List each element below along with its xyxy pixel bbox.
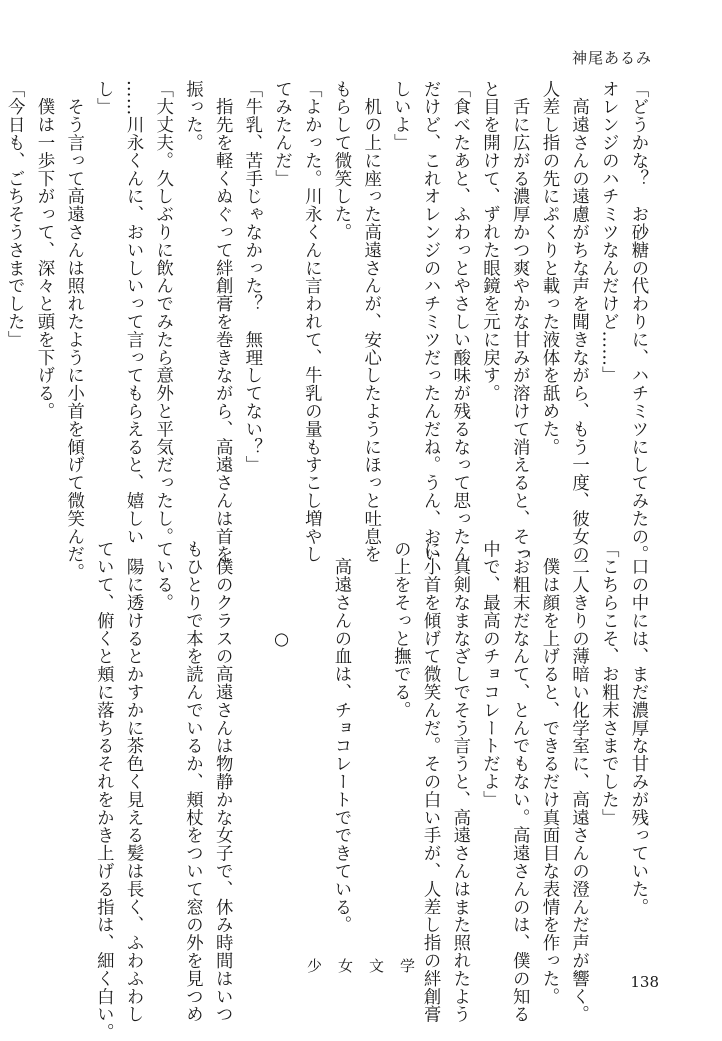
- text-line: 僕のクラスの高遠さんは物静かな女子で、休み時間はいつ: [212, 540, 233, 1024]
- text-line: の上をそっと撫でる。: [390, 540, 411, 719]
- text-line: 「どうかな？ お砂糖の代わりに、ハチミツにしてみたの。: [628, 80, 648, 564]
- text-line: 口の中には、まだ濃厚な甘みが残っていた。: [628, 540, 648, 916]
- text-line: だけど、これオレンジのハチミツだったんだね。うん、おい: [420, 80, 441, 564]
- text-line: 高遠さんの血は、チョコレートでできている。: [330, 540, 351, 934]
- text-line: 「こちらこそ、お粗末さまでした」: [598, 540, 619, 827]
- text-line: ……川永くんに、おいしいって言ってもらえると、嬉しい: [123, 80, 144, 546]
- text-line: 机の上に座った高遠さんが、安心したようにほっと吐息を: [360, 80, 381, 564]
- text-line: に小首を傾げて微笑んだ。その白い手が、人差し指の絆創膏: [420, 540, 441, 1024]
- text-line: 陽に透けるとかすかに茶色く見える髪は長く、ふわふわし: [123, 540, 144, 1024]
- text-line: もらして微笑した。: [330, 80, 351, 242]
- text-line: 「大丈夫。久しぶりに飲んでみたら意外と平気だったし。: [152, 80, 173, 546]
- text-line: 「食べたあと、ふわっとやさしい酸味が残るなって思ったん: [449, 80, 470, 564]
- text-line: そう言って高遠さんは照れたように小首を傾げて微笑んだ。: [63, 80, 84, 582]
- text-line: [236, 540, 266, 950]
- text-line: 真剣なまなざしでそう言うと、高遠さんはまた照れたよう: [449, 540, 470, 1024]
- magazine-title: 少女文学: [306, 957, 431, 975]
- author-name: 神尾あるみ: [571, 49, 652, 67]
- text-line: オレンジのハチミツなんだけど……」: [598, 80, 619, 385]
- text-line: ○: [271, 540, 292, 650]
- text-line: 「牛乳、苦手じゃなかった？ 無理してない？」: [241, 80, 262, 474]
- text-line: 「お粗末だなんて、とんでもない。高遠さんのは、僕の知る: [509, 540, 530, 1024]
- text-line: 高遠さんの遠慮がちな声を聞きながら、もう一度、彼女の: [568, 80, 589, 564]
- text-line: [296, 540, 326, 950]
- text-line: ていて、俯くと頬に落ちるそれをかき上げる指は、細く白い。: [93, 540, 114, 1041]
- text-line: しいよ」: [390, 80, 411, 152]
- text-line: [355, 540, 385, 950]
- text-line: てみたんだ」: [271, 80, 292, 188]
- text-line: と目を開けて、ずれた眼鏡を元に戻す。: [479, 80, 500, 403]
- text-line: もひとりで本を読んでいるか、頬杖をついて窓の外を見つめ: [182, 540, 203, 1024]
- text-line: 振った。: [182, 80, 203, 152]
- text-line: 指先を軽くぬぐって絆創膏を巻きながら、高遠さんは首を: [212, 80, 233, 564]
- text-line: 二人きりの薄暗い化学室に、高遠さんの澄んだ声が響く。: [568, 540, 589, 1024]
- text-line: 人差し指の先にぷくりと載った液体を舐めた。: [538, 80, 559, 456]
- text-line: 舌に広がる濃厚かつ爽やかな甘みが溶けて消えると、そっ: [509, 80, 530, 564]
- page-number: 138: [630, 973, 659, 991]
- text-line: 中で、最高のチョコレートだよ」: [479, 540, 500, 809]
- text-line: 「よかった。川永くんに言われて、牛乳の量もすこし増やし: [301, 80, 322, 564]
- text-line: 僕は顔を上げると、できるだけ真面目な表情を作った。: [538, 540, 559, 1006]
- text-line: ている。: [152, 540, 173, 612]
- text-line: 僕は一歩下がって、深々と頭を下げる。: [33, 80, 54, 421]
- text-line: し」: [93, 80, 114, 116]
- text-line: 「今日も、ごちそうさまでした」: [4, 80, 25, 349]
